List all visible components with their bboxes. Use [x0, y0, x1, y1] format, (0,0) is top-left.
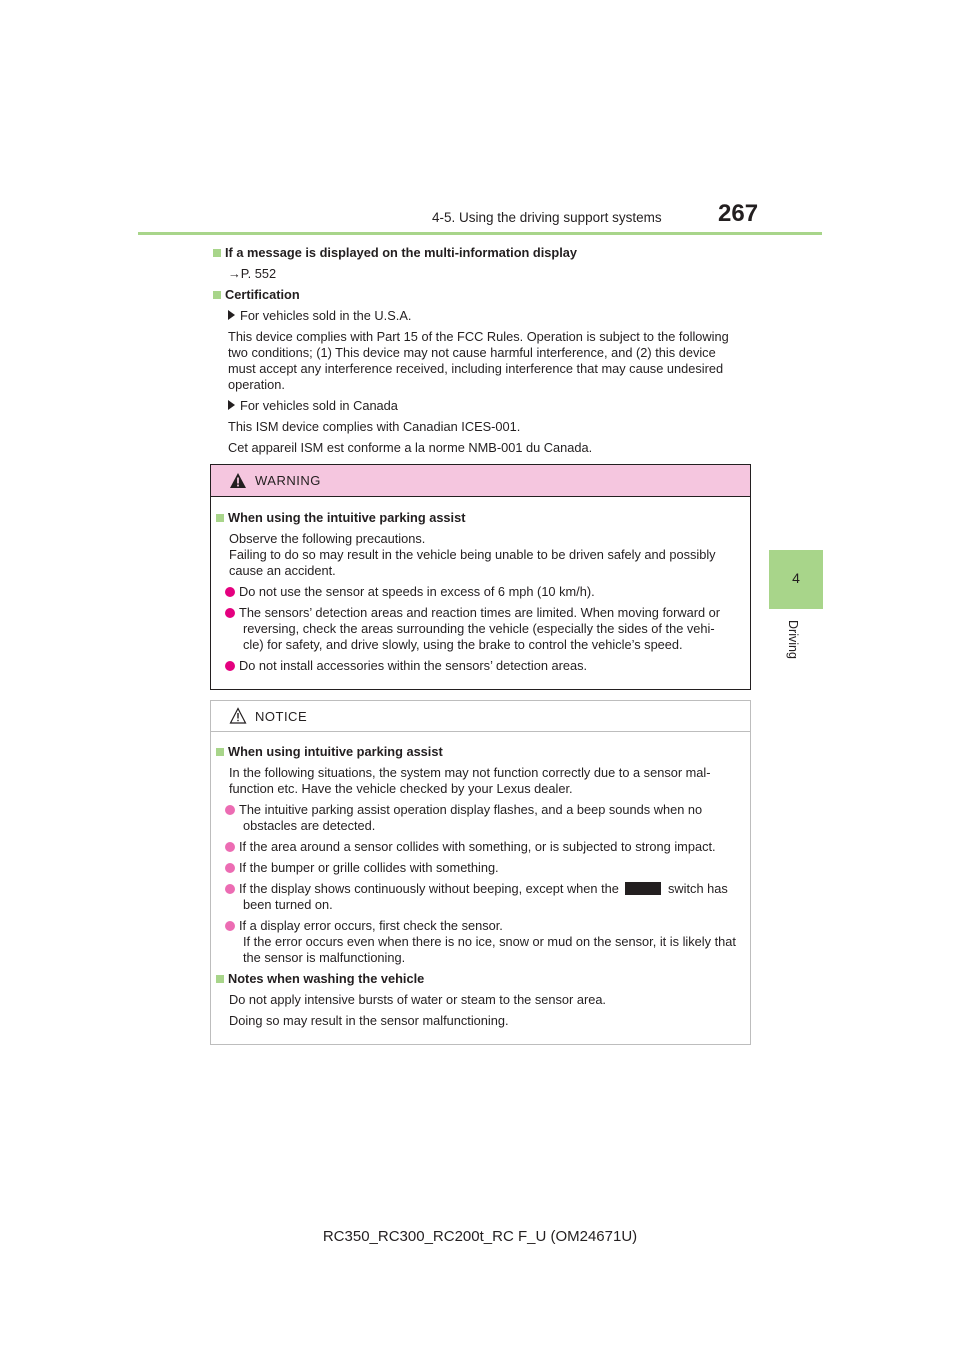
- page-reference[interactable]: →P. 552: [228, 266, 277, 281]
- arrow-right-icon: [228, 310, 235, 320]
- warning-bullet: Do not use the sensor at speeds in excess of 6 mph (10 km/h).: [225, 584, 595, 600]
- notice-bullet: If a display error occurs, first check the sensor.: [225, 918, 503, 934]
- square-bullet-icon: [216, 514, 224, 522]
- notice-subtitle: When using intuitive parking assist: [216, 744, 443, 760]
- square-bullet-icon: [216, 975, 224, 983]
- notice-box: [210, 700, 751, 1045]
- notice-bullet-cont: been turned on.: [243, 897, 333, 912]
- circle-bullet-icon: [225, 842, 235, 852]
- notice-subtitle: Notes when washing the vehicle: [216, 971, 424, 987]
- notice-header: [211, 701, 750, 732]
- usa-text-line: must accept any interference received, including interference that may cause undesired: [228, 361, 724, 376]
- warning-box: [210, 464, 751, 690]
- circle-bullet-icon: [225, 863, 235, 873]
- warning-triangle-icon: [229, 472, 247, 489]
- warning-text-line: cause an accident.: [229, 563, 336, 578]
- warning-subtitle: When using the intuitive parking assist: [216, 510, 466, 526]
- notice-bullet-cont: If the error occurs even when there is no ice, snow or mud on the sensor, it is likely that: [243, 934, 736, 949]
- notice-text-line: Doing so may result in the sensor malfunctioning.: [229, 1013, 509, 1028]
- canada-text-line: Cet appareil ISM est conforme a la norme NMB-001 du Canada.: [228, 440, 593, 455]
- warning-bullet-cont: cle) for safety, and drive slowly, using the brake to control the vehicle’s speed.: [243, 637, 683, 652]
- circle-bullet-icon: [225, 884, 235, 894]
- notice-text-line: In the following situations, the system may not function correctly due to a sensor mal-: [229, 765, 711, 780]
- warning-title: WARNING: [255, 473, 321, 488]
- square-bullet-icon: [216, 748, 224, 756]
- msg-section-heading: If a message is displayed on the multi-information display: [213, 245, 577, 261]
- notice-triangle-icon: [229, 707, 247, 724]
- circle-bullet-icon: [225, 805, 235, 815]
- notice-text-line: function etc. Have the vehicle checked by your Lexus dealer.: [229, 781, 573, 796]
- notice-bullet: If the display shows continuously without beeping, except when the switch has: [225, 881, 728, 897]
- canada-text-line: This ISM device complies with Canadian ICES-001.: [228, 419, 521, 434]
- notice-title: NOTICE: [255, 709, 308, 724]
- warning-bullet: The sensors’ detection areas and reaction times are limited. When moving forward or: [225, 605, 720, 621]
- document-footer: RC350_RC300_RC200t_RC F_U (OM24671U): [322, 1228, 638, 1245]
- usa-text-line: This device complies with Part 15 of the FCC Rules. Operation is subject to the following: [228, 329, 729, 344]
- circle-bullet-icon: [225, 921, 235, 931]
- warning-header: [211, 465, 750, 497]
- warning-text-line: Observe the following precautions.: [229, 531, 426, 546]
- parking-assist-switch-icon: [625, 882, 661, 895]
- circle-bullet-icon: [225, 661, 235, 671]
- chapter-label: Driving: [786, 620, 800, 659]
- notice-bullet-cont: obstacles are detected.: [243, 818, 376, 833]
- circle-bullet-icon: [225, 608, 235, 618]
- notice-bullet-cont: the sensor is malfunctioning.: [243, 950, 406, 965]
- section-title: 4-5. Using the driving support systems: [432, 210, 662, 225]
- usa-text-line: operation.: [228, 377, 285, 392]
- circle-bullet-icon: [225, 587, 235, 597]
- page-number: 267: [718, 200, 759, 227]
- header-divider: [138, 232, 822, 235]
- warning-text-line: Failing to do so may result in the vehicle being unable to be driven safely and possibly: [229, 547, 716, 562]
- notice-bullet: If the bumper or grille collides with something.: [225, 860, 499, 876]
- chapter-tab: [769, 550, 823, 609]
- warning-bullet-cont: reversing, check the areas surrounding the vehicle (especially the sides of the vehi-: [243, 621, 715, 636]
- notice-bullet: The intuitive parking assist operation display flashes, and a beep sounds when no: [225, 802, 702, 818]
- chapter-number: 4: [792, 570, 800, 586]
- square-bullet-icon: [213, 249, 221, 257]
- cert-section-heading: Certification: [213, 287, 300, 303]
- square-bullet-icon: [213, 291, 221, 299]
- warning-bullet: Do not install accessories within the sensors’ detection areas.: [225, 658, 587, 674]
- notice-text-line: Do not apply intensive bursts of water or steam to the sensor area.: [229, 992, 606, 1007]
- arrow-right-icon: [228, 400, 235, 410]
- usa-subheading: For vehicles sold in the U.S.A.: [228, 308, 411, 324]
- usa-text-line: two conditions; (1) This device may not cause harmful interference, and (2) this device: [228, 345, 716, 360]
- notice-bullet: If the area around a sensor collides with something, or is subjected to strong impact.: [225, 839, 716, 855]
- canada-subheading: For vehicles sold in Canada: [228, 398, 398, 414]
